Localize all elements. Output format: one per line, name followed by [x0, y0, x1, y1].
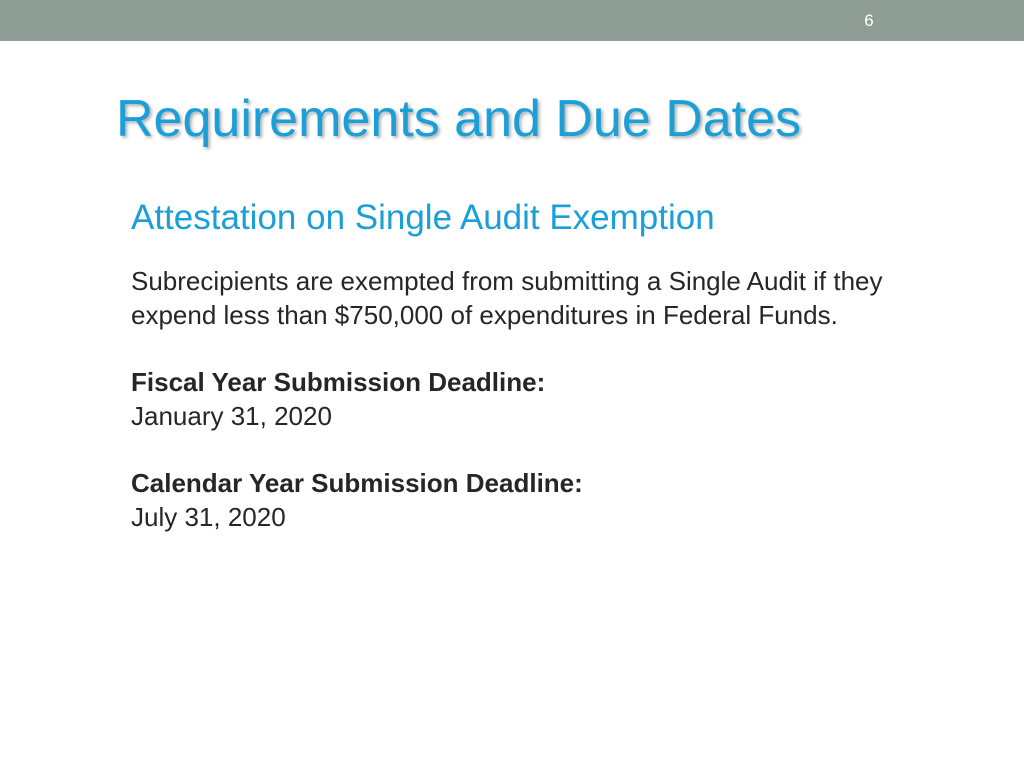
slide-title: Requirements and Due Dates	[116, 90, 802, 148]
top-bar	[0, 0, 1024, 41]
slide-number: 6	[864, 11, 874, 30]
slide-content	[131, 194, 911, 534]
deadline-label: Fiscal Year Submission Deadline:	[131, 367, 546, 397]
calendar-year-deadline	[131, 466, 911, 534]
exemption-description: Subrecipients are exempted from submitting a Single Audit if they expend less than $750,000 of expenditures in Federal Funds.	[131, 266, 883, 330]
deadline-date: January 31, 2020	[131, 401, 332, 431]
slide-subtitle: Attestation on Single Audit Exemption	[131, 198, 715, 237]
deadline-label: Calendar Year Submission Deadline:	[131, 468, 583, 498]
fiscal-year-deadline	[131, 365, 911, 433]
deadline-date: July 31, 2020	[131, 502, 286, 532]
